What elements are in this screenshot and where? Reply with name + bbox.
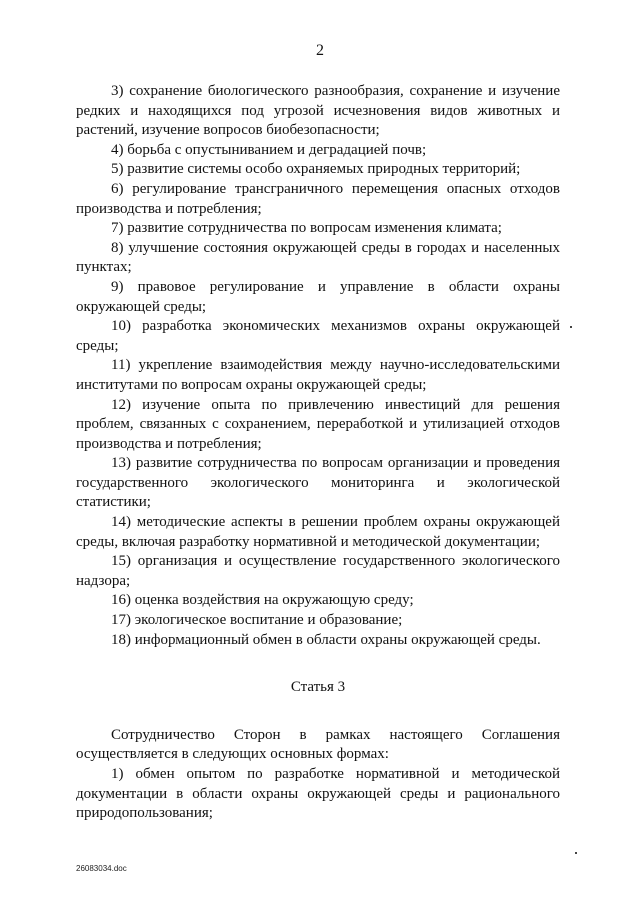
list-item: 16) оценка воздействия на окружающую среду; bbox=[111, 592, 414, 609]
footer-doc-filename: 26083034.doc bbox=[76, 864, 127, 873]
scan-speck bbox=[575, 852, 577, 854]
list-item: 13) развитие сотрудничества по вопросам организации и проведения государственного экологического мониторинга и экологической статистики; bbox=[76, 455, 560, 511]
list-item: 4) борьба с опустыниванием и деградацией почв; bbox=[111, 141, 427, 158]
list-item: 6) регулирование трансграничного перемещения опасных отходов производства и потребления; bbox=[76, 180, 560, 217]
list-item: 10) разработка экономических механизмов охраны окружающей среды; bbox=[76, 318, 560, 354]
list-item: 18) информационный обмен в области охраны окружающей среды. bbox=[111, 631, 541, 648]
list-item: 7) развитие сотрудничества по вопросам изменения климата; bbox=[111, 220, 502, 237]
list-item: 12) изучение опыта по привлечению инвестиций для решения проблем, связанных с сохранением, переработкой и утилизацией отходов производства и потребления; bbox=[76, 396, 560, 452]
document-body bbox=[76, 82, 560, 824]
list-item: 17) экологическое воспитание и образование; bbox=[111, 612, 403, 629]
scan-speck bbox=[570, 326, 572, 328]
list-item: 1) обмен опытом по разработке нормативной и методической документации в области охраны окружающей среды и рационального природопользования; bbox=[76, 766, 560, 822]
article-title: Статья 3 bbox=[290, 679, 346, 696]
page-number: 2 bbox=[316, 42, 324, 59]
list-item: 5) развитие системы особо охраняемых природных территорий; bbox=[111, 161, 521, 178]
list-item: 3) сохранение биологического разнообразия, сохранение и изучение редких и находящихся под угрозой исчезновения видов животных и растений, изучение вопросов биобезопасности; bbox=[76, 83, 560, 139]
list-item: 11) укрепление взаимодействия между научно-исследовательскими институтами по вопросам охраны окружающей среды; bbox=[76, 357, 560, 393]
list-item: 15) организация и осуществление государственного экологического надзора; bbox=[76, 553, 560, 589]
list-item: 8) улучшение состояния окружающей среды в городах и населенных пунктах; bbox=[76, 239, 560, 276]
list-item: 9) правовое регулирование и управление в области охраны окружающей среды; bbox=[76, 278, 560, 315]
list-item: 14) методические аспекты в решении проблем охраны окружающей среды, включая разработку нормативной и методической документации; bbox=[76, 514, 560, 550]
article-intro: Сотрудничество Сторон в рамках настоящего Соглашения осуществляется в следующих основных формах: bbox=[76, 726, 560, 763]
